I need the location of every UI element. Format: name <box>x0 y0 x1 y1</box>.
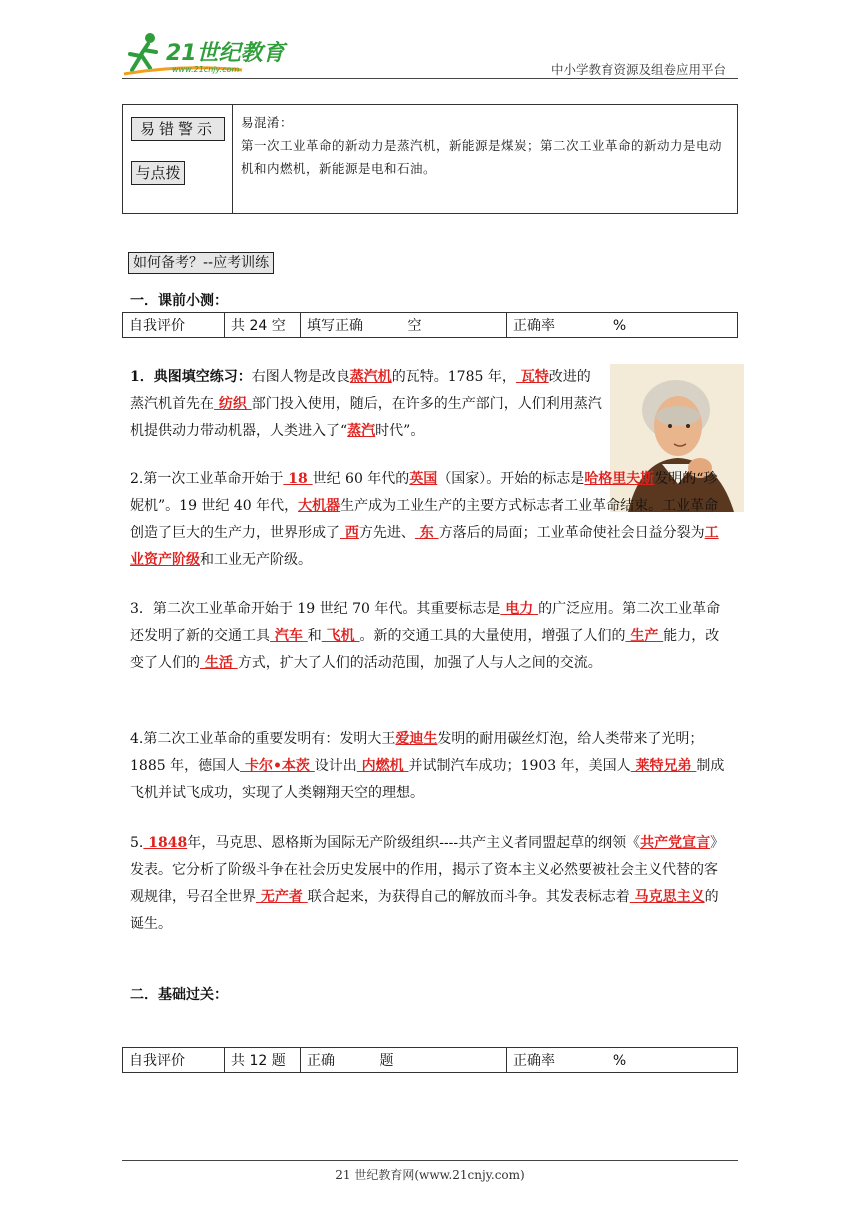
q4-text: 并试制汽车成功；1903 年，美国人 <box>408 758 631 774</box>
page-footer: 21 世纪教育网(www.21cnjy.com) <box>335 1168 525 1182</box>
q4-text: 制成飞机并试飞成功，实现了人类翱翔天空的理想。 <box>130 758 725 801</box>
q2-text: （国家）。开始的标志是 <box>437 471 585 487</box>
q3-text: 方式，扩大了人们的活动范围，加强了人与人之间的交流。 <box>237 655 602 671</box>
q1-answer-3: 纺织 <box>214 396 252 412</box>
section1-heading: 一．课前小测： <box>130 293 228 309</box>
header-divider <box>122 78 738 79</box>
q4-text: 4.第二次工业革命的重要发明有：发明大王 <box>130 731 396 747</box>
section2-heading: 二．基础过关： <box>130 987 228 1003</box>
q2-answer-1: 18 <box>283 471 313 487</box>
score-cell-total: 共 24 空 <box>225 313 301 338</box>
q3-answer-4: 生产 <box>625 628 664 644</box>
q2-answer-5: 西 <box>340 525 359 541</box>
score-cell-rate: 正确率 % <box>507 1048 738 1073</box>
question-5 <box>130 830 730 938</box>
warning-label: 易混淆： <box>241 115 294 130</box>
q1-text: 改进的蒸汽机首先在 <box>130 369 591 412</box>
q2-text: 和工业无产阶级。 <box>200 552 312 568</box>
score-cell-correct: 填写正确 空 <box>301 313 507 338</box>
q3-answer-2: 汽车 <box>270 628 308 644</box>
question-3 <box>130 596 730 677</box>
q2-answer-6: 东 <box>414 525 439 541</box>
score-cell-correct: 正确 题 <box>301 1048 507 1073</box>
question-1 <box>130 364 604 445</box>
warning-box <box>122 104 738 214</box>
q4-answer-4: 莱特兄弟 <box>630 758 697 774</box>
q3-answer-5: 生活 <box>200 655 238 671</box>
warning-text: 第一次工业革命的新动力是蒸汽机，新能源是煤炭；第二次工业革命的新动力是电动机和内燃机，新能源是电和石油。 <box>241 138 723 176</box>
running-figure-logo-icon <box>122 30 292 78</box>
q1-text: 右图人物是改良 <box>251 369 350 385</box>
q5-answer-1: 1848 <box>143 835 188 851</box>
q1-text: 部门投入使用，随后，在许多的生产部门，人们利用蒸汽机提供动力带动机器，人类进入了“ <box>130 396 602 439</box>
score-cell-rate: 正确率 % <box>507 313 738 338</box>
q5-text: 》发表。它分析了阶级斗争在社会历史发展中的作用，揭示了资本主义必然要被社会主义代替的客观规律，号召全世界 <box>130 835 725 905</box>
logo-text: 21世纪教育 <box>166 41 285 66</box>
warning-title-line1: 易错警示 <box>131 117 225 141</box>
score-cell-label: 自我评价 <box>123 1048 225 1073</box>
q4-text: 设计出 <box>314 758 357 774</box>
q1-answer-2: 瓦特 <box>515 369 549 385</box>
q1-text: 的瓦特。1785 年， <box>391 369 516 385</box>
q2-text: 生产成为工业生产的主要方式标志者工业革命结束。工业革命创造了巨大的生产力，世界形成了 <box>130 498 719 541</box>
platform-label: 中小学教育资源及组卷应用平台 <box>550 62 726 77</box>
q5-answer-4: 马克思主义 <box>629 889 705 905</box>
q5-text: 5. <box>130 835 144 851</box>
q3-answer-3: 飞机 <box>321 628 360 644</box>
question-2 <box>130 466 730 574</box>
q3-text: 的广泛应用。第二次工业革命还发明了新的交通工具 <box>130 601 721 644</box>
q5-text: 年，马克思、恩格斯为国际无产阶级组织----共产主义者同盟起草的纲领《 <box>187 835 641 851</box>
q5-answer-3: 无产者 <box>256 889 308 905</box>
page-header <box>122 30 738 82</box>
q2-text: 方先进、 <box>358 525 415 541</box>
q1-answer-1: 蒸汽机 <box>349 369 392 385</box>
question-4 <box>130 726 730 807</box>
prep-title: 如何备考？--应考训练 <box>128 252 274 274</box>
q4-answer-3: 内燃机 <box>356 758 409 774</box>
q2-text: 方落后的局面；工业革命使社会日益分裂为 <box>438 525 705 541</box>
q5-text: 的诞生。 <box>130 889 719 932</box>
warning-content <box>233 105 737 213</box>
q2-answer-3: 哈格里夫斯 <box>584 471 655 487</box>
q3-text: 3．第二次工业革命开始于 19 世纪 70 年代。其重要标志是 <box>130 601 501 617</box>
q3-text: 能力，改变了人们的 <box>130 628 720 671</box>
q2-answer-2: 英国 <box>409 471 438 487</box>
q3-text: 。新的交通工具的大量使用，增强了人们的 <box>359 628 626 644</box>
q4-text: 发明的耐用碳丝灯泡，给人类带来了光明；1885 年，德国人 <box>130 731 704 774</box>
warning-title-cell <box>123 105 233 213</box>
section1-score-table <box>122 312 738 338</box>
q2-text: 2.第一次工业革命开始于 <box>130 471 284 487</box>
logo-url: www.21cnjy.com <box>172 65 240 74</box>
q2-answer-4: 大机器 <box>298 498 341 514</box>
q5-answer-2: 共产党宣言 <box>640 835 711 851</box>
warning-title-line2: 与点拨 <box>131 161 185 185</box>
q5-text: 联合起来，为获得自己的解放而斗争。其发表标志着 <box>307 889 630 905</box>
q2-answer-7: 工业资产阶级 <box>130 525 719 568</box>
section2-score-table <box>122 1047 738 1073</box>
score-cell-total: 共 12 题 <box>225 1048 301 1073</box>
q1-text: 时代”。 <box>375 423 425 439</box>
q3-text: 和 <box>307 628 322 644</box>
q1-answer-4: 蒸汽 <box>347 423 376 439</box>
q2-text: 发明的“珍妮机”。19 世纪 40 年代， <box>130 471 718 514</box>
footer-divider <box>122 1160 738 1161</box>
q3-answer-1: 电力 <box>500 601 539 617</box>
q4-answer-1: 爱迪生 <box>395 731 438 747</box>
q1-label: 1．典图填空练习： <box>130 369 252 385</box>
score-cell-label: 自我评价 <box>123 313 225 338</box>
q4-answer-2: 卡尔•本茨 <box>240 758 315 774</box>
q2-text: 世纪 60 年代的 <box>312 471 410 487</box>
